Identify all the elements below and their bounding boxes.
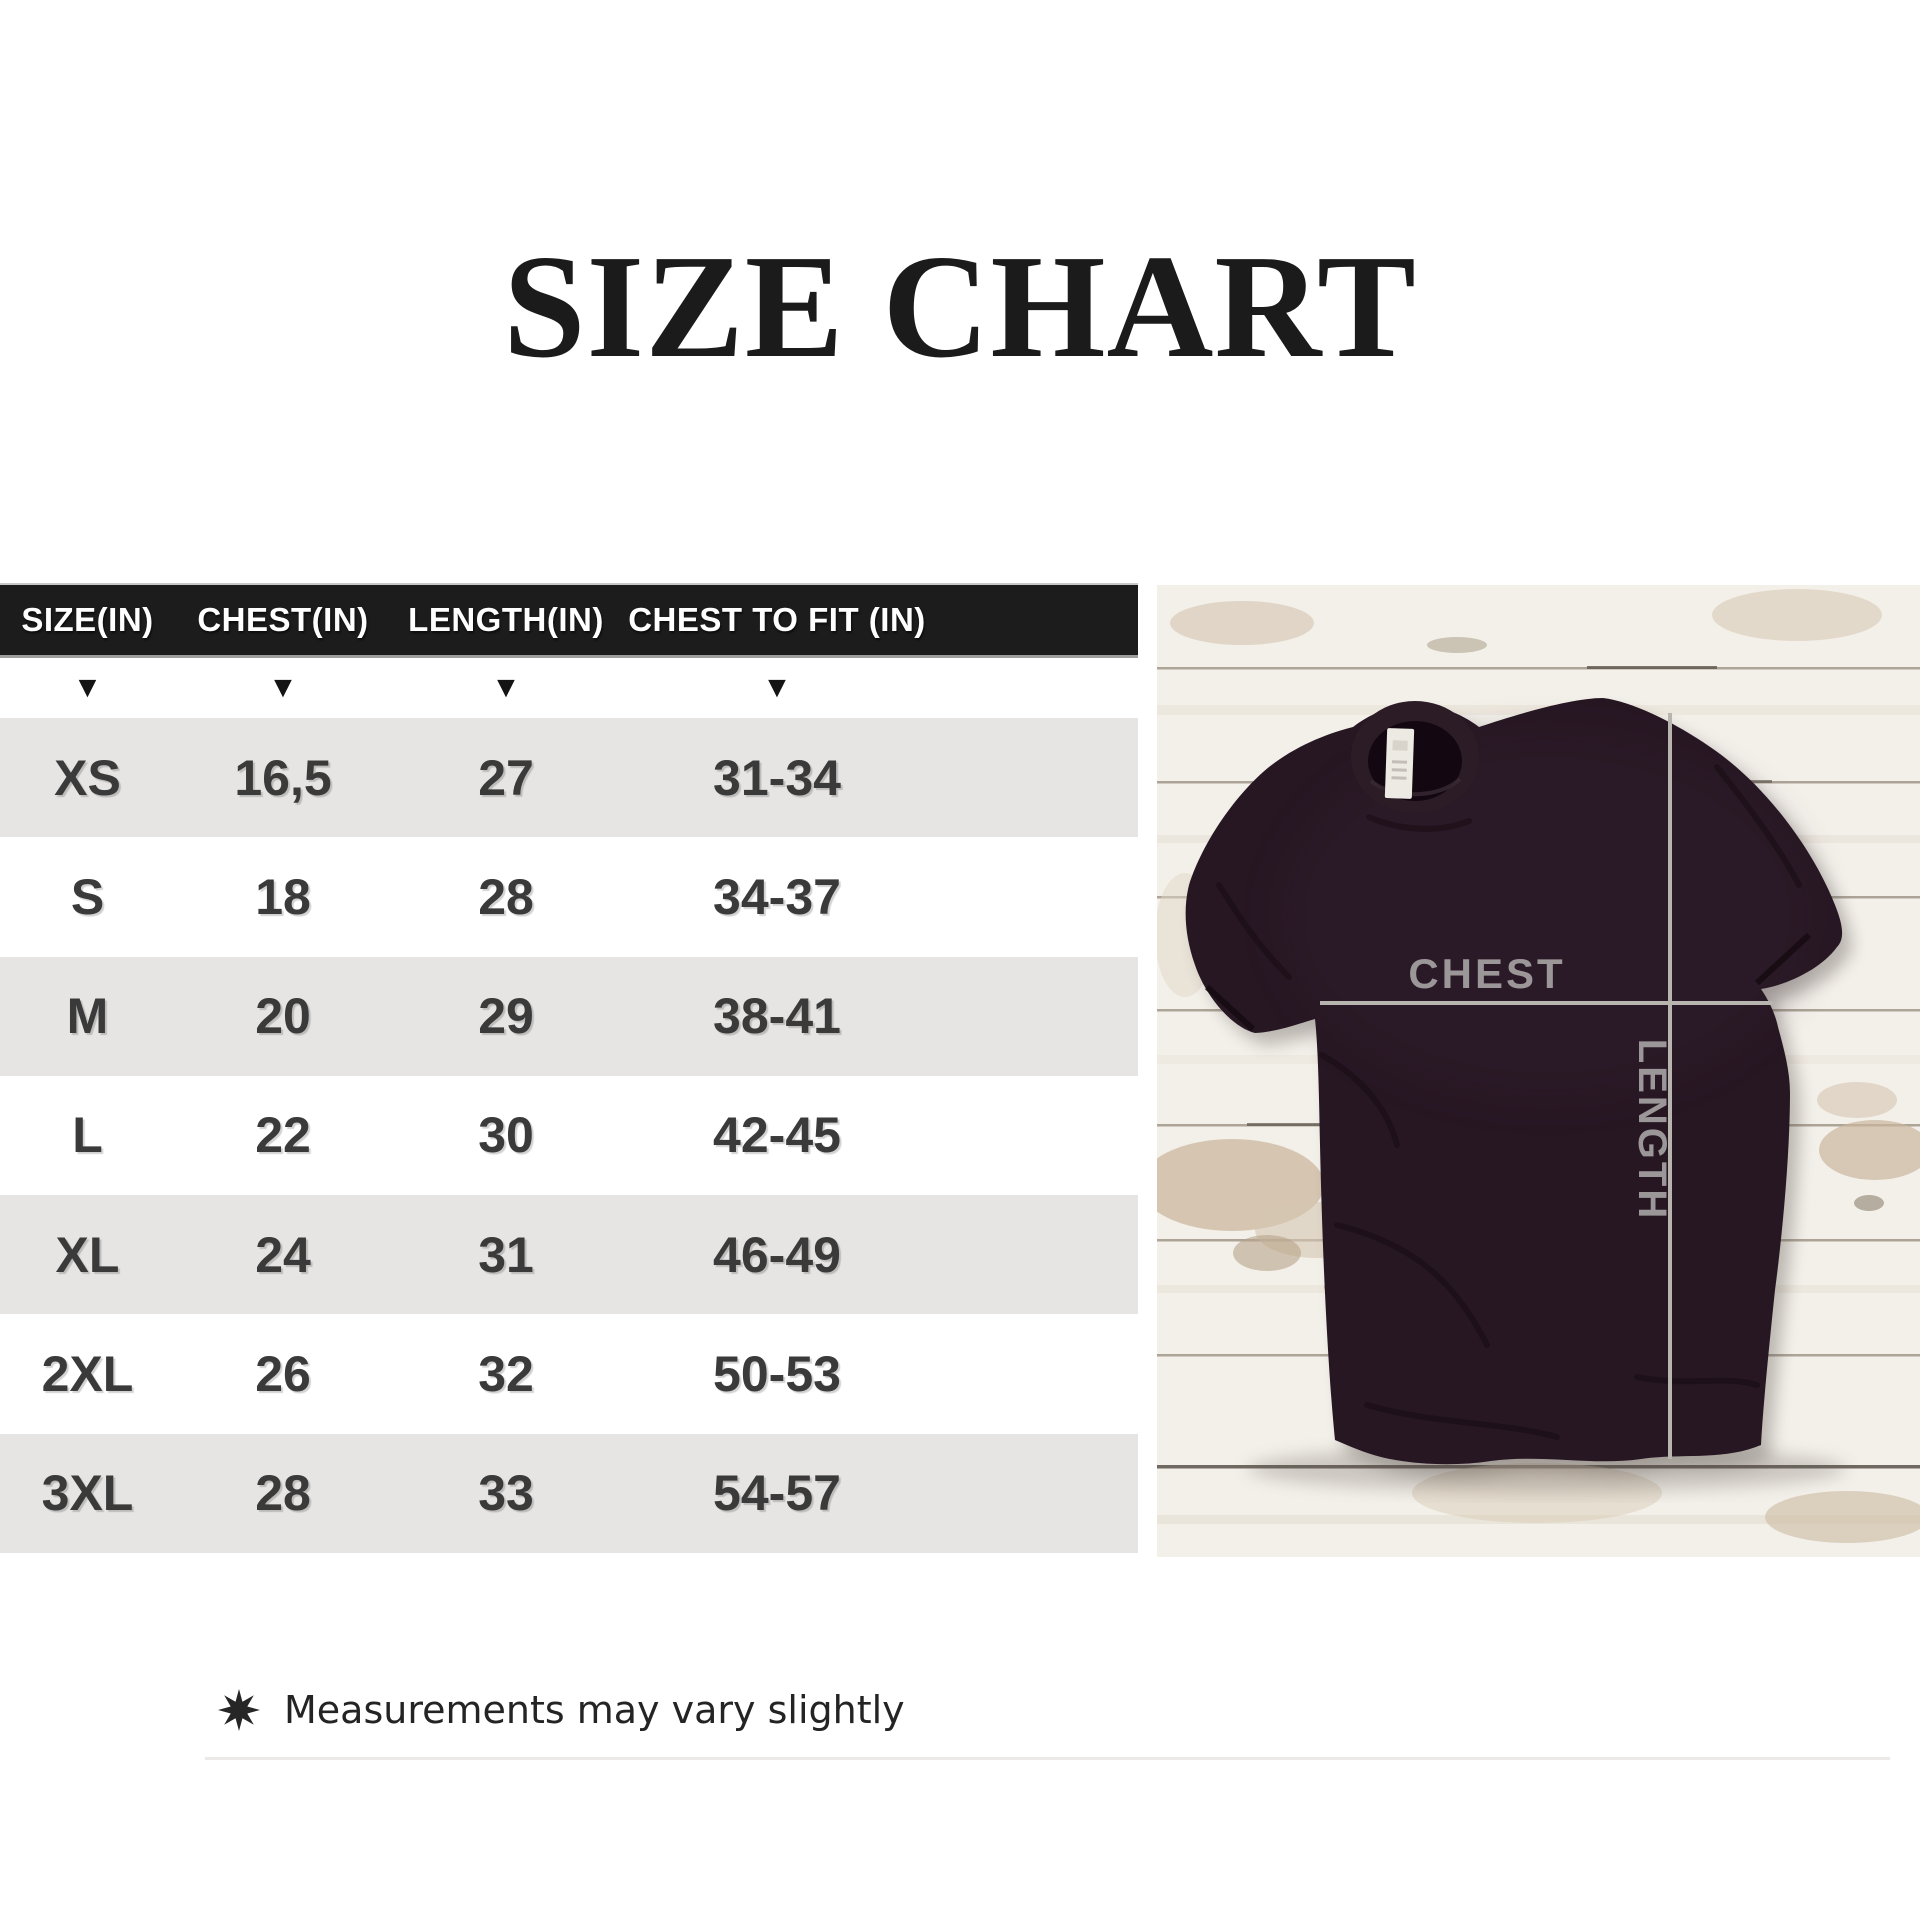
- table-row: [0, 1076, 1138, 1195]
- table-row: [0, 1434, 1138, 1553]
- cell-chest: 22: [255, 1107, 311, 1164]
- cell-length: 28: [478, 868, 534, 925]
- cell-chest-to-fit: 34-37: [713, 868, 841, 925]
- table-header-row: [0, 583, 1138, 658]
- table-row: [0, 1195, 1138, 1314]
- divider-line: [205, 1757, 1890, 1760]
- footnote-text: Measurements may vary slightly: [284, 1688, 905, 1732]
- cell-length: 29: [478, 988, 534, 1045]
- triangle-down-icon: ▼: [762, 671, 792, 704]
- cell-chest-to-fit: 46-49: [713, 1226, 841, 1283]
- cell-chest: 16,5: [234, 749, 332, 806]
- column-header-chest: CHEST(IN): [197, 601, 369, 638]
- cell-length: 33: [478, 1465, 534, 1522]
- cell-length: 27: [478, 749, 534, 806]
- cell-chest-to-fit: 50-53: [713, 1345, 841, 1402]
- cell-size: 3XL: [41, 1465, 134, 1522]
- table-row: [0, 718, 1138, 837]
- size-table: [0, 583, 1138, 1553]
- collar-tag: [1385, 728, 1414, 799]
- cell-chest: 28: [255, 1465, 311, 1522]
- cell-length: 30: [478, 1107, 534, 1164]
- cell-chest-to-fit: 31-34: [713, 749, 841, 806]
- length-label: LENGTH: [1630, 1038, 1674, 1222]
- table-row: [0, 837, 1138, 956]
- cell-size: L: [72, 1107, 103, 1164]
- cell-size: XS: [54, 749, 121, 806]
- cell-chest-to-fit: 38-41: [713, 988, 841, 1045]
- cell-chest: 26: [255, 1345, 311, 1402]
- triangle-down-icon: ▼: [72, 671, 103, 704]
- column-header-length: LENGTH(IN): [408, 601, 604, 638]
- triangle-down-icon: ▼: [491, 671, 521, 704]
- cell-size: XL: [55, 1226, 120, 1283]
- chest-label: CHEST: [1408, 950, 1566, 997]
- column-header-size: SIZE(IN): [21, 601, 154, 638]
- cell-chest: 24: [255, 1226, 311, 1283]
- cell-chest-to-fit: 42-45: [713, 1107, 841, 1164]
- table-row: [0, 1314, 1138, 1433]
- cell-length: 32: [478, 1345, 534, 1402]
- arrow-row: [0, 658, 1138, 718]
- table-row: [0, 957, 1138, 1076]
- footnote: [218, 1688, 905, 1732]
- cell-chest: 20: [255, 988, 311, 1045]
- eight-point-star-icon: [218, 1689, 260, 1731]
- collar: [1351, 701, 1479, 813]
- cell-size: 2XL: [41, 1345, 134, 1402]
- cell-size: S: [70, 868, 105, 925]
- column-header-chest-to-fit: CHEST TO FIT (IN): [628, 601, 926, 638]
- cell-chest-to-fit: 54-57: [713, 1465, 841, 1522]
- cell-length: 31: [478, 1226, 534, 1283]
- cell-chest: 18: [255, 868, 311, 925]
- page-title: SIZE CHART: [503, 225, 1417, 389]
- tshirt-photo: [1157, 585, 1920, 1557]
- cell-size: M: [66, 988, 109, 1045]
- triangle-down-icon: ▼: [268, 671, 298, 704]
